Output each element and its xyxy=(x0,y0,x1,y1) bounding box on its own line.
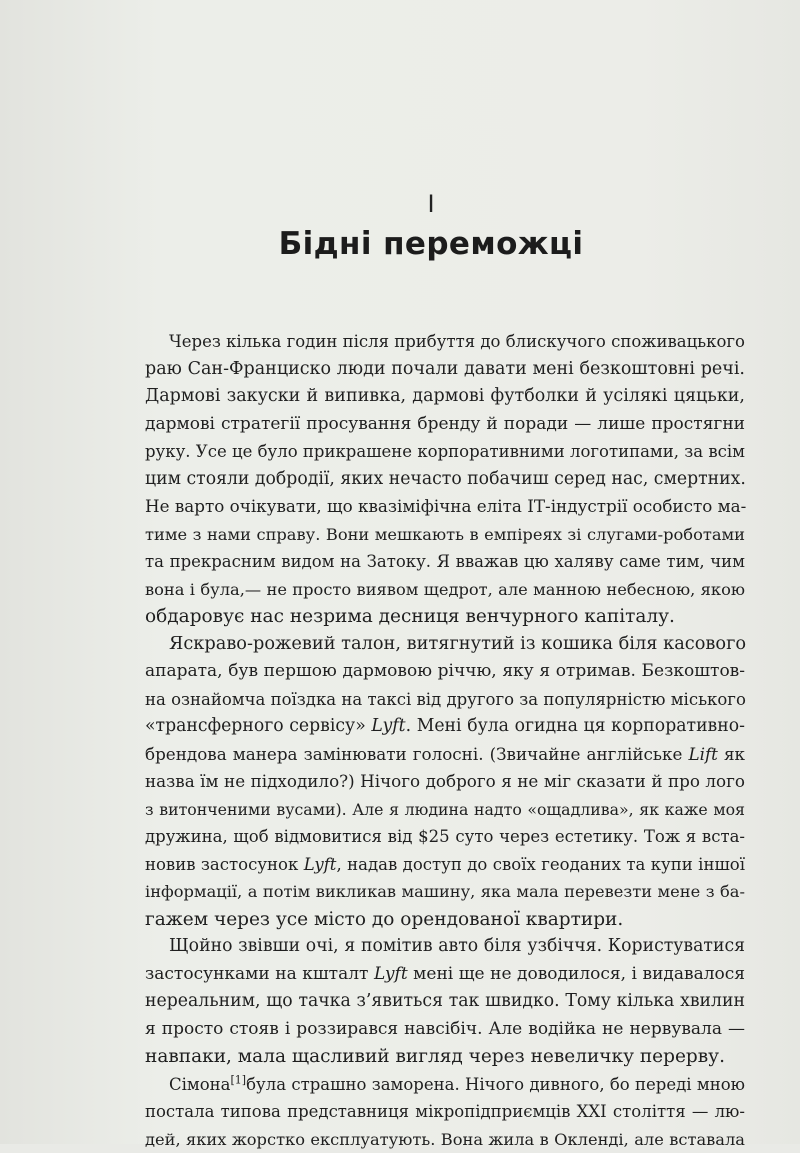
text-line: я просто стояв і роззирався навсібіч. Але водійка не нервувала — xyxy=(145,1016,745,1044)
text-line: навпаки, мала щасливий вигляд через невеличку перерву. xyxy=(145,1043,745,1071)
body-text xyxy=(145,328,745,1153)
text-line: постала типова представниця мікропідприємців XXI століття — лю- xyxy=(145,1098,745,1126)
text-segment: застосунками на кшталт xyxy=(145,964,374,984)
text-segment: . Мені була огидна ця корпоративно- xyxy=(406,716,745,736)
text-line: гажем через усе місто до орендованої квартири. xyxy=(145,906,745,934)
italic-word: Lift xyxy=(688,744,717,764)
footnote-marker[interactable]: [1] xyxy=(231,1073,247,1086)
text-segment: «трансферного сервісу» xyxy=(145,716,371,736)
text-segment: була страшно заморена. Нічого дивного, бо переді мною xyxy=(246,1075,745,1094)
text-line: з витонченими вусами). Але я людина надто «ощадлива», як каже моя xyxy=(145,796,745,824)
paragraph-2 xyxy=(145,631,745,934)
text-line: Дармові закуски й випивка, дармові футболки й усілякі цяцьки, xyxy=(145,383,745,411)
text-line xyxy=(145,713,745,741)
text-line: дружина, щоб відмовитися від $25 суто через естетику. Тож я вста- xyxy=(145,823,745,851)
text-line: дей, яких жорстко експлуатують. Вона жила в Окленді, але вставала xyxy=(145,1126,745,1153)
text-line: інформації, а потім викликав машину, яка мала перевезти мене з ба- xyxy=(145,878,745,906)
text-line: обдаровує нас незрима десниця венчурного капіталу. xyxy=(145,603,745,631)
text-line: раю Сан-Франциско люди почали давати мені безкоштовні речі. xyxy=(145,356,745,384)
text-line: апарата, був першою дармовою річчю, яку я отримав. Безкоштов- xyxy=(145,658,745,686)
text-line: вона і була,— не просто виявом щедрот, але манною небесною, якою xyxy=(145,576,745,604)
text-segment: Сімона xyxy=(169,1075,231,1094)
text-segment: , надав доступ до своїх геоданих та купи іншої xyxy=(336,855,745,874)
chapter-number: I xyxy=(0,190,800,218)
text-segment: мені ще не доводилося, і видавалося xyxy=(408,964,745,984)
text-line: дармові стратегії просування бренду й поради — лише простягни xyxy=(145,411,745,439)
brand-name: Lyft xyxy=(374,964,408,984)
text-line: та прекрасним видом на Затоку. Я вважав цю халяву саме тим, чим xyxy=(145,548,745,576)
text-line: Не варто очікувати, що квазіміфічна еліта ІТ-індустрії особисто ма- xyxy=(145,493,745,521)
text-line xyxy=(145,741,745,769)
brand-name: Lyft xyxy=(371,716,405,736)
brand-name: Lyft xyxy=(304,855,337,874)
text-line: цим стояли добродії, яких нечасто побачиш серед нас, смертних. xyxy=(145,466,745,494)
text-line: руку. Усе це було прикрашене корпоративними логотипами, за всім xyxy=(145,438,745,466)
chapter-title: Бідні переможці xyxy=(0,226,800,262)
text-line: тиме з нами справу. Вони мешкають в емпіреях зі слугами-роботами xyxy=(145,521,745,549)
text-segment: брендова манера замінювати голосні. (Звичайне англійське xyxy=(145,744,688,764)
text-line: Через кілька годин після прибуття до блискучого споживацького xyxy=(145,328,745,356)
text-segment: новив застосунок xyxy=(145,855,304,874)
text-line: нереальним, що тачка з’явиться так швидко. Тому кілька хвилин xyxy=(145,988,745,1016)
paragraph-1 xyxy=(145,328,745,631)
text-segment: як xyxy=(718,744,745,764)
text-line xyxy=(145,961,745,989)
text-line: Яскраво-рожевий талон, витягнутий із кошика біля касового xyxy=(145,631,745,659)
paragraph-3 xyxy=(145,933,745,1071)
text-line: Щойно звівши очі, я помітив авто біля узбіччя. Користуватися xyxy=(145,933,745,961)
text-line xyxy=(145,1071,745,1099)
paragraph-4 xyxy=(145,1071,745,1153)
text-line: на ознайомча поїздка на таксі від другого за популярністю міського xyxy=(145,686,745,714)
text-line: назва їм не підходило?) Нічого доброго я не міг сказати й про лого xyxy=(145,768,745,796)
text-line xyxy=(145,851,745,879)
